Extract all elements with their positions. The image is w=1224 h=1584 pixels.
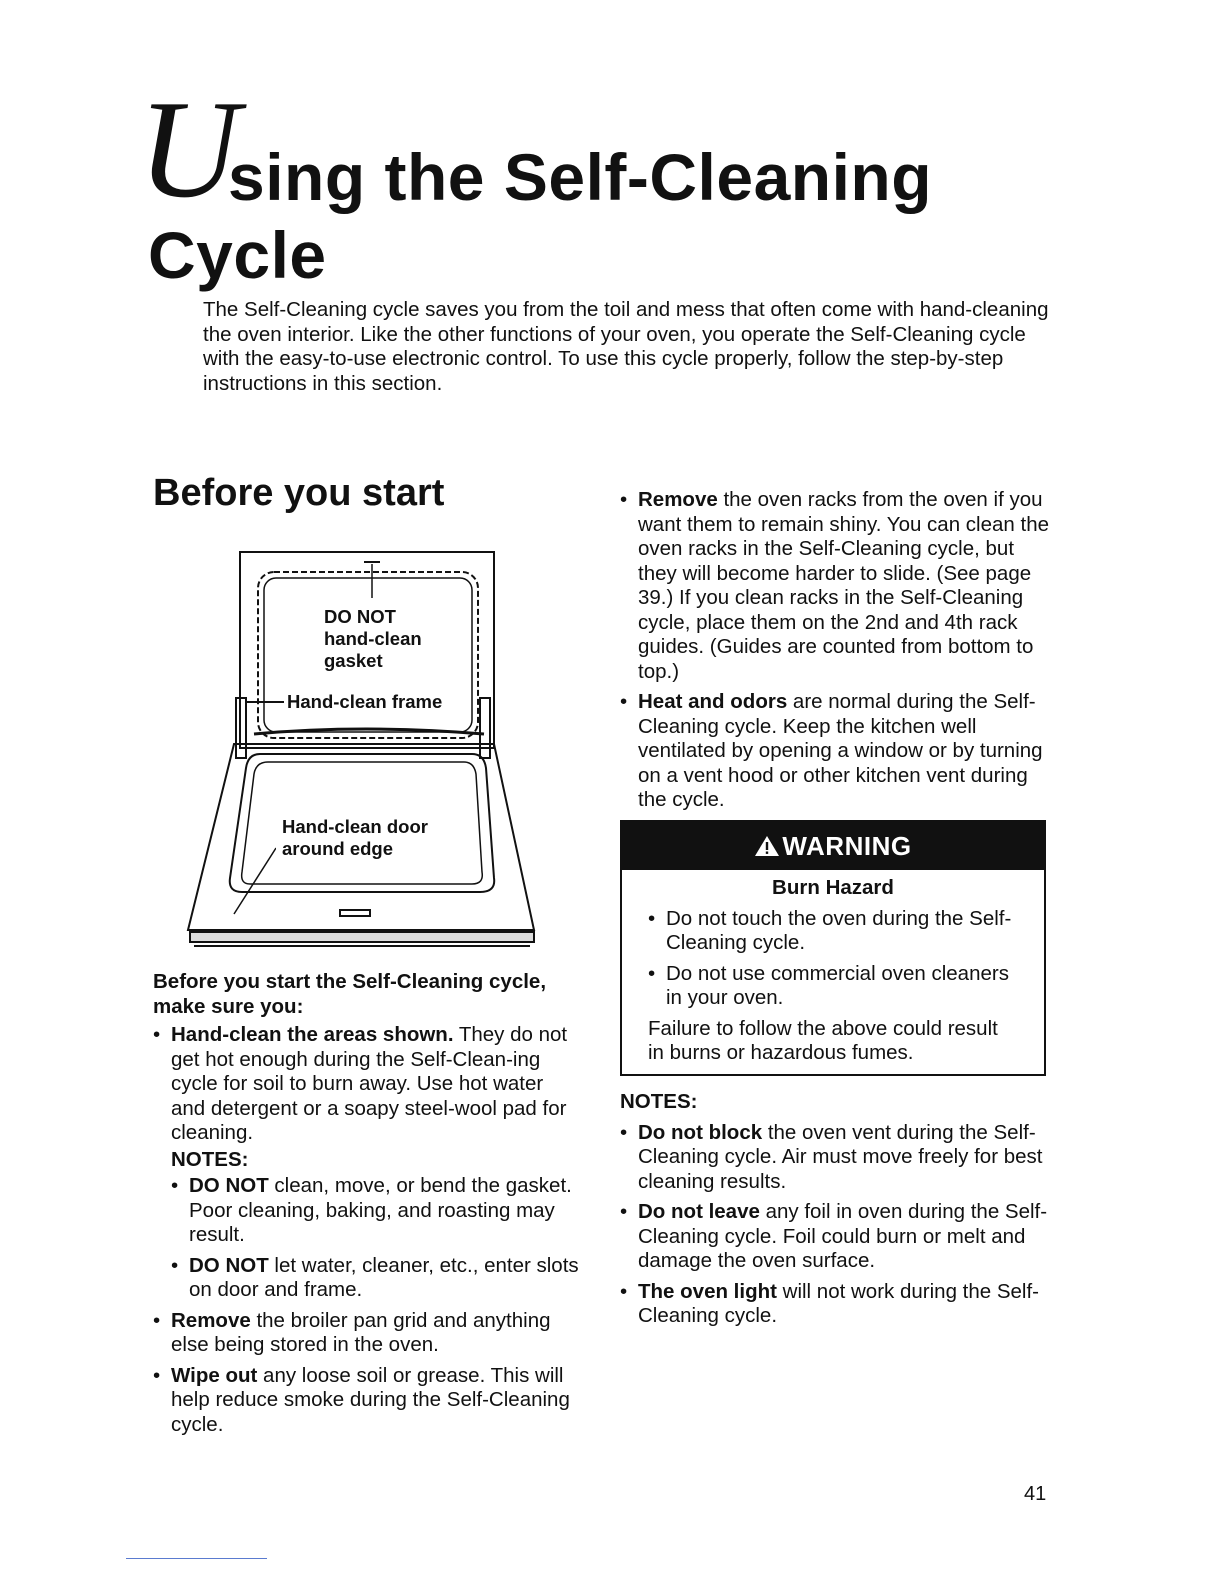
- title-line-2: Cycle: [148, 218, 327, 292]
- label-door: [282, 816, 428, 860]
- warning-footer: Failure to follow the above could result in burns or hazardous fumes.: [648, 1016, 998, 1064]
- footer-rule: [126, 1558, 267, 1559]
- left-item1-text: They do not get hot enough during the Self-Clean-ing cycle for soil to burn away. Use hot water and detergent or a soapy steel-wool pad for cleaning.: [171, 1023, 568, 1144]
- right-column-notes: [620, 1090, 1050, 1335]
- right-note-foil: [620, 1200, 1050, 1274]
- label-gasket-line-1: DO NOT: [324, 606, 396, 627]
- left-item2-text: the broiler pan grid and anything else being stored in the oven.: [171, 1308, 551, 1356]
- label-door-line-2: around edge: [282, 838, 394, 859]
- intro-paragraph: The Self-Cleaning cycle saves you from the toil and mess that often come with hand-cleaning the oven interior. Like the other functions of your oven, you operate the Self-Cleaning cycle with the easy-to-use electronic control. To use this cycle properly, follow the step-by-step instructions in this section.: [203, 298, 1049, 395]
- label-gasket-line-3: gasket: [324, 650, 383, 671]
- left-note-gasket: [171, 1174, 583, 1248]
- left-item-remove: [153, 1309, 583, 1358]
- left-item3-text: any loose soil or grease. This will help reduce smoke during the Self-Cleaning cycle.: [171, 1363, 570, 1436]
- label-frame: Hand-clean frame: [287, 691, 443, 712]
- oven-door-figure: [184, 548, 544, 960]
- left-notes-list: [171, 1174, 583, 1303]
- warning-header: [622, 822, 1044, 870]
- page-number: 41: [1024, 1483, 1047, 1505]
- right-item2-bold: Heat and odors: [638, 690, 788, 713]
- warning-triangle-icon: [754, 835, 780, 857]
- left-note1-bold: DO NOT: [189, 1174, 269, 1197]
- right-note3-text: will not work during the Self-Cleaning cycle.: [638, 1279, 1040, 1327]
- left-note2-text: let water, cleaner, etc., enter slots on door and frame.: [189, 1253, 579, 1301]
- left-notes-label: NOTES:: [171, 1147, 249, 1171]
- label-gasket: [324, 606, 422, 672]
- warning-header-text: WARNING: [782, 831, 912, 861]
- right-note2-text: any foil in oven during the Self-Cleaning cycle. Foil could burn or melt and damage the oven surface.: [638, 1200, 1048, 1272]
- right-column-top: [620, 488, 1050, 819]
- right-note1-text: the oven vent during the Self-Cleaning cycle. Air must move freely for best cleaning results.: [638, 1120, 1043, 1193]
- warning-subtitle: Burn Hazard: [772, 876, 894, 899]
- label-door-line-1: Hand-clean door: [282, 816, 428, 837]
- left-column: [153, 970, 583, 1443]
- left-item2-bold: Remove: [171, 1308, 251, 1332]
- right-notes-list: [620, 1121, 1050, 1329]
- warning-item-1: • Do not touch the oven during the Self-Cleaning cycle.: [648, 907, 1018, 956]
- right-note-light: [620, 1280, 1050, 1329]
- right-item-heat: [620, 690, 1050, 813]
- right-note3-bold: The oven light: [638, 1279, 777, 1303]
- left-note2-bold: DO NOT: [189, 1253, 269, 1277]
- right-item-racks: [620, 488, 1050, 684]
- left-item-wipe: [153, 1364, 583, 1438]
- warning-content: [622, 870, 1044, 1066]
- warning-box: [620, 820, 1046, 1076]
- warning-item-2: • Do not use commercial oven cleaners in your oven.: [648, 962, 1018, 1011]
- right-note1-bold: Do not block: [638, 1120, 763, 1144]
- left-note-water: [171, 1254, 583, 1303]
- title-line-1: sing the Self-Cleaning: [228, 140, 933, 214]
- left-list: [153, 1023, 583, 1437]
- left-item-hand-clean: [153, 1023, 583, 1303]
- left-item1-bold: Hand-clean the areas shown.: [171, 1023, 454, 1046]
- right-notes-label: NOTES:: [620, 1090, 698, 1113]
- right-list: [620, 488, 1050, 813]
- section-heading: Before you start: [153, 472, 445, 514]
- right-item2-text: are normal during the Self-Cleaning cycle. Keep the kitchen well ventilated by opening a window or by turning on a vent hood or other kitchen vent during the cycle.: [638, 690, 1043, 811]
- right-note-vent: [620, 1121, 1050, 1195]
- label-gasket-line-2: hand-clean: [324, 628, 422, 649]
- right-note2-bold: Do not leave: [638, 1200, 760, 1223]
- left-item3-bold: Wipe out: [171, 1363, 258, 1387]
- title-drop-letter: U: [138, 72, 240, 227]
- left-note1-text: clean, move, or bend the gasket. Poor cleaning, baking, and roasting may result.: [189, 1174, 572, 1246]
- warning-list: [648, 907, 1018, 1011]
- left-lead: Before you start the Self-Cleaning cycle, make sure you:: [153, 970, 547, 1018]
- right-item1-text: the oven racks from the oven if you want them to remain shiny. You can clean the oven racks in the Self-Cleaning cycle, but they will become harder to slide. (See page 39.) If you clean racks in the Self-Cleaning cycle, place them on the 2nd and 4th rack guides. (Guides are counted from bottom to top.): [638, 488, 1050, 683]
- right-item1-bold: Remove: [638, 488, 718, 511]
